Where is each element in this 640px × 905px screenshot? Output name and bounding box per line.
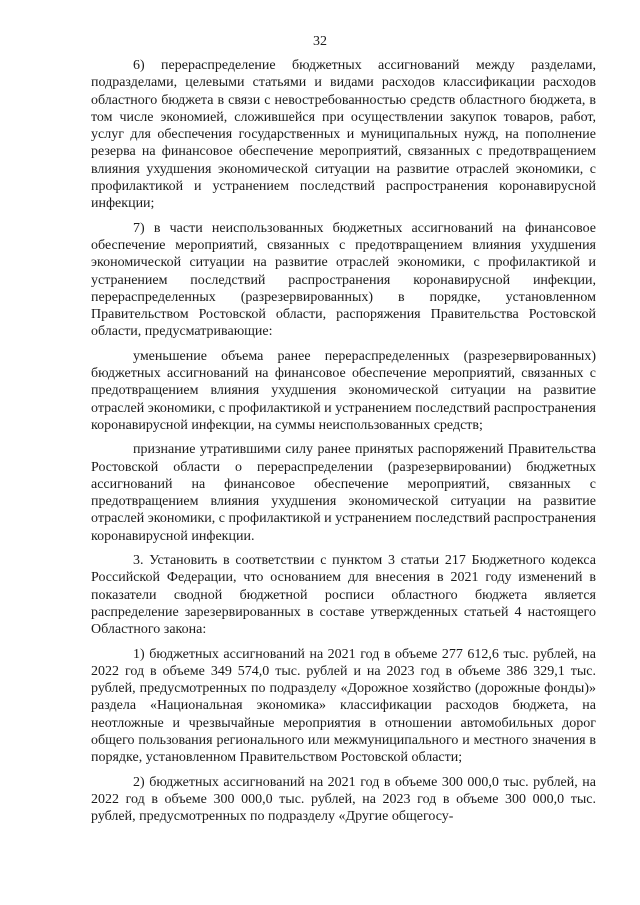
paragraph-reduction: уменьшение объема ранее перераспределенных (разрезервированных) бюджетных ассигнований на финансовое обеспечение мероприятий, связанных с предотвращением влияния ухудшения экономической ситуации на развитие отраслей экономики, с профилактикой и устранением последствий распространения коронавирусной инфекции, на суммы неиспользованных средств; [91, 348, 596, 433]
paragraph-item-7: 7) в части неиспользованных бюджетных ассигнований на финансовое обеспечение мероприятий, связанных с предотвращением влияния ухудшения экономической ситуации на развитие отраслей экономики, с профилактикой и устранением последствий распространения коронавирусной инфекции, перераспределенных (разрезервированных) в порядке, установленном Правительством Ростовской области, распоряжения Правительства Ростовской области, предусматривающие: [91, 220, 596, 340]
paragraph-section-3: 3. Установить в соответствии с пунктом 3 статьи 217 Бюджетного кодекса Российской Федерации, что основанием для внесения в 2021 году изменений в показатели сводной бюджетной росписи областного бюджета является распределение зарезервированных в составе утвержденных статьей 4 настоящего Областного закона: [91, 553, 596, 638]
paragraph-item-6: 6) перераспределение бюджетных ассигнований между разделами, подразделами, целевыми статьями и видами расходов классификации расходов областного бюджета в связи с невостребованностью средств областного бюджета, в том числе экономией, сложившейся при осуществлении закупок товаров, работ, услуг для обеспечения государственных и муниципальных нужд, на пополнение резерва на финансовое обеспечение мероприятий, связанных с предотвращением влияния ухудшения экономической ситуации на развитие отраслей экономики, с профилактикой и устранением последствий распространения коронавирусной инфекции; [91, 58, 596, 212]
document-body [91, 57, 596, 825]
page-number: 32 [313, 34, 327, 49]
paragraph-subitem-1: 1) бюджетных ассигнований на 2021 год в объеме 277 612,6 тыс. рублей, на 2022 год в объеме 349 574,0 тыс. рублей и на 2023 год в объеме 386 329,1 тыс. рублей, предусмотренных по подразделу «Дорожное хозяйство (дорожные фонды)» раздела «Национальная экономика» классификации расходов бюджета, на неотложные и чрезвычайные мероприятия в отношении автомобильных дорог общего пользования регионального или межмуниципального и местного значения в порядке, установленном Правительством Ростовской области; [91, 646, 596, 766]
paragraph-subitem-2: 2) бюджетных ассигнований на 2021 год в объеме 300 000,0 тыс. рублей, на 2022 год в объеме 300 000,0 тыс. рублей, на 2023 год в объеме 300 000,0 тыс. рублей, предусмотренных по подразделу «Другие общегосу- [91, 774, 596, 825]
paragraph-repeal: признание утратившими силу ранее принятых распоряжений Правительства Ростовской области о перераспределении (разрезервировании) бюджетных ассигнований на финансовое обеспечение мероприятий, связанных с предотвращением влияния ухудшения экономической ситуации на развитие отраслей экономики, с профилактикой и устранением последствий распространения коронавирусной инфекции. [91, 442, 596, 544]
